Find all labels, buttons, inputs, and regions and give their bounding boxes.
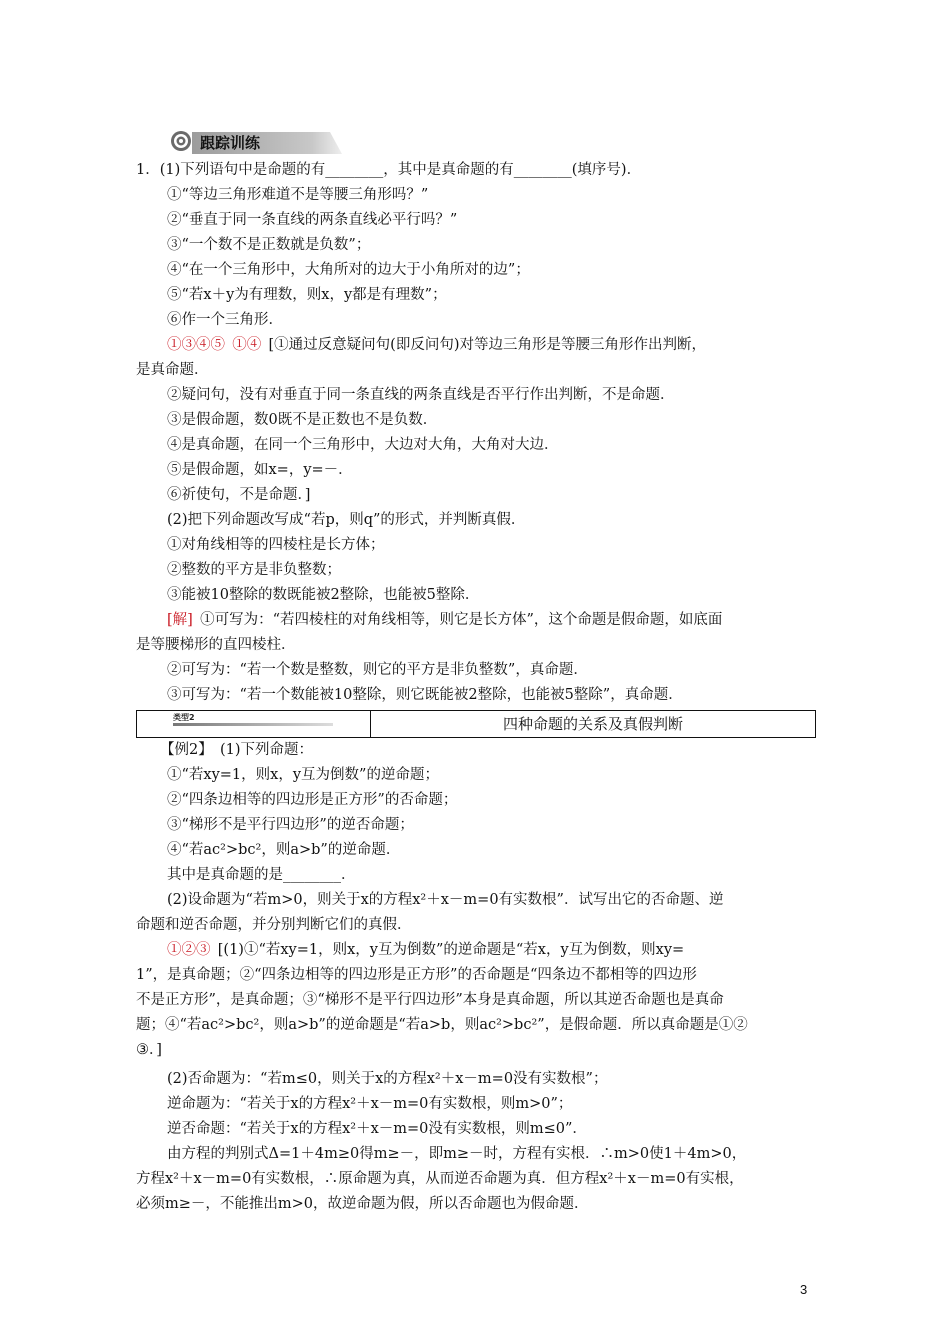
text-line: ⑥祈使句，不是命题．] (167, 487, 311, 503)
example-text: (1)下列命题： (219, 742, 314, 758)
type-tag-cell (137, 711, 371, 737)
text-line: ④是真命题，在同一个三角形中，大边对大角，大角对大边． (167, 437, 559, 453)
answer-2: ①④ (232, 337, 262, 353)
text-line: 方程x²＋x－m=0有实数根，∴原命题为真，从而逆否命题为真．但方程x²＋x－m=0有实根， (136, 1171, 744, 1187)
solution-text: ①可写为：“若四棱柱的对角线相等，则它是长方体”，这个命题是假命题，如底面 (200, 612, 723, 628)
text-line: 由方程的判别式Δ=1＋4m≥0得m≥－，即m≥－时，方程有实根．∴m>0使1＋4m>0， (167, 1146, 747, 1162)
text-line: ③可写为：“若一个数能被10整除，则它既能被2整除，也能被5整除”，真命题． (167, 687, 683, 703)
solution-line (136, 608, 816, 633)
text-line: ①对角线相等的四棱柱是长方体； (167, 537, 385, 553)
text-line: 逆否命题：“若关于x的方程x²＋x－m=0没有实数根，则m≤0”． (167, 1121, 587, 1137)
text-line: ⑤是假命题，如x=，y=－． (167, 462, 353, 478)
text-line: ③．] (136, 1042, 162, 1058)
text-line: (2)设命题为“若m>0，则关于x的方程x²＋x－m=0有实数根”．试写出它的否命题、逆 (167, 892, 724, 908)
solution-tag: [解] (167, 612, 193, 628)
answer-3: ①②③ (167, 942, 211, 958)
text-line: ③是假命题，数0既不是正数也不是负数． (167, 412, 438, 428)
text-line: (2)把下列命题改写成“若p，则q”的形式，并判断真假． (167, 512, 526, 528)
example-label: 【例2】 (160, 742, 213, 758)
type-tag-bar (173, 723, 333, 726)
text-line: ④“若ac²>bc²，则a>b”的逆命题． (167, 842, 401, 858)
text-line: ①“若xy=1，则x，y互为倒数”的逆命题； (167, 767, 439, 783)
text-line: (2)否命题为：“若m≤0，则关于x的方程x²＋x－m=0没有实数根”； (167, 1071, 608, 1087)
text-line: 1．(1)下列语句中是命题的有________，其中是真命题的有________(填序号)． (136, 162, 642, 178)
text-line: ⑤“若x＋y为有理数，则x，y都是有理数”； (167, 287, 447, 303)
explanation-text: [①通过反意疑问句(即反问句)对等边三角形是等腰三角形作出判断， (268, 337, 706, 353)
text-line: 逆命题为：“若关于x的方程x²＋x－m=0有实数根，则m>0”； (167, 1096, 573, 1112)
text-line: 必须m≥－，不能推出m>0，故逆命题为假，所以否命题也为假命题． (136, 1196, 589, 1212)
section-header-label: 跟踪训练 (200, 134, 261, 152)
text-line: ②“垂直于同一条直线的两条直线必平行吗？” (167, 212, 458, 228)
type-heading-table (136, 710, 816, 738)
type-tag: 类型2 (173, 713, 195, 722)
page-number: 3 (800, 1282, 808, 1297)
text-line: 是真命题． (136, 362, 209, 378)
answer-1: ①③④⑤ (167, 337, 225, 353)
type-title: 四种命题的关系及真假判断 (502, 715, 683, 733)
text-line: 1”，是真命题；②“四条边相等的四边形是正方形”的否命题是“四条边不都相等的四边形 (136, 967, 697, 983)
target-icon (170, 130, 192, 152)
text-line: ②“四条边相等的四边形是正方形”的否命题； (167, 792, 458, 808)
answer-line (136, 938, 816, 963)
text-line: ②疑问句，没有对垂直于同一条直线的两条直线是否平行作出判断，不是命题． (167, 387, 675, 403)
example-line (136, 738, 816, 763)
text-line: ②整数的平方是非负整数； (167, 562, 341, 578)
text-line: ③能被10整除的数既能被2整除，也能被5整除． (167, 587, 480, 603)
text-line: 命题和逆否命题，并分别判断它们的真假． (136, 917, 412, 933)
text-line: 其中是真命题的是________． (167, 867, 356, 883)
section-header (136, 128, 816, 158)
explanation-text: [(1)①“若xy=1，则x，y互为倒数”的逆命题是“若x，y互为倒数，则xy= (217, 942, 685, 958)
text-line: ②可写为：“若一个数是整数，则它的平方是非负整数”，真命题． (167, 662, 588, 678)
text-line: ③“一个数不是正数就是负数”； (167, 237, 371, 253)
text-line: ④“在一个三角形中，大角所对的边大于小角所对的边”； (167, 262, 530, 278)
text-line: 是等腰梯形的直四棱柱． (136, 637, 296, 653)
answer-line (136, 333, 816, 358)
page-content (136, 128, 816, 1217)
text-line: ①“等边三角形难道不是等腰三角形吗？” (167, 187, 429, 203)
text-line: 题；④“若ac²>bc²，则a>b”的逆命题是“若a>b，则ac²>bc²”，是假命题．所以真命题是①② (136, 1017, 748, 1033)
text-line: ⑥作一个三角形． (167, 312, 283, 328)
text-line: 不是正方形”，是真命题；③“梯形不是平行四边形”本身是真命题，所以其逆否命题也是真命 (136, 992, 724, 1008)
text-line: ③“梯形不是平行四边形”的逆否命题； (167, 817, 414, 833)
